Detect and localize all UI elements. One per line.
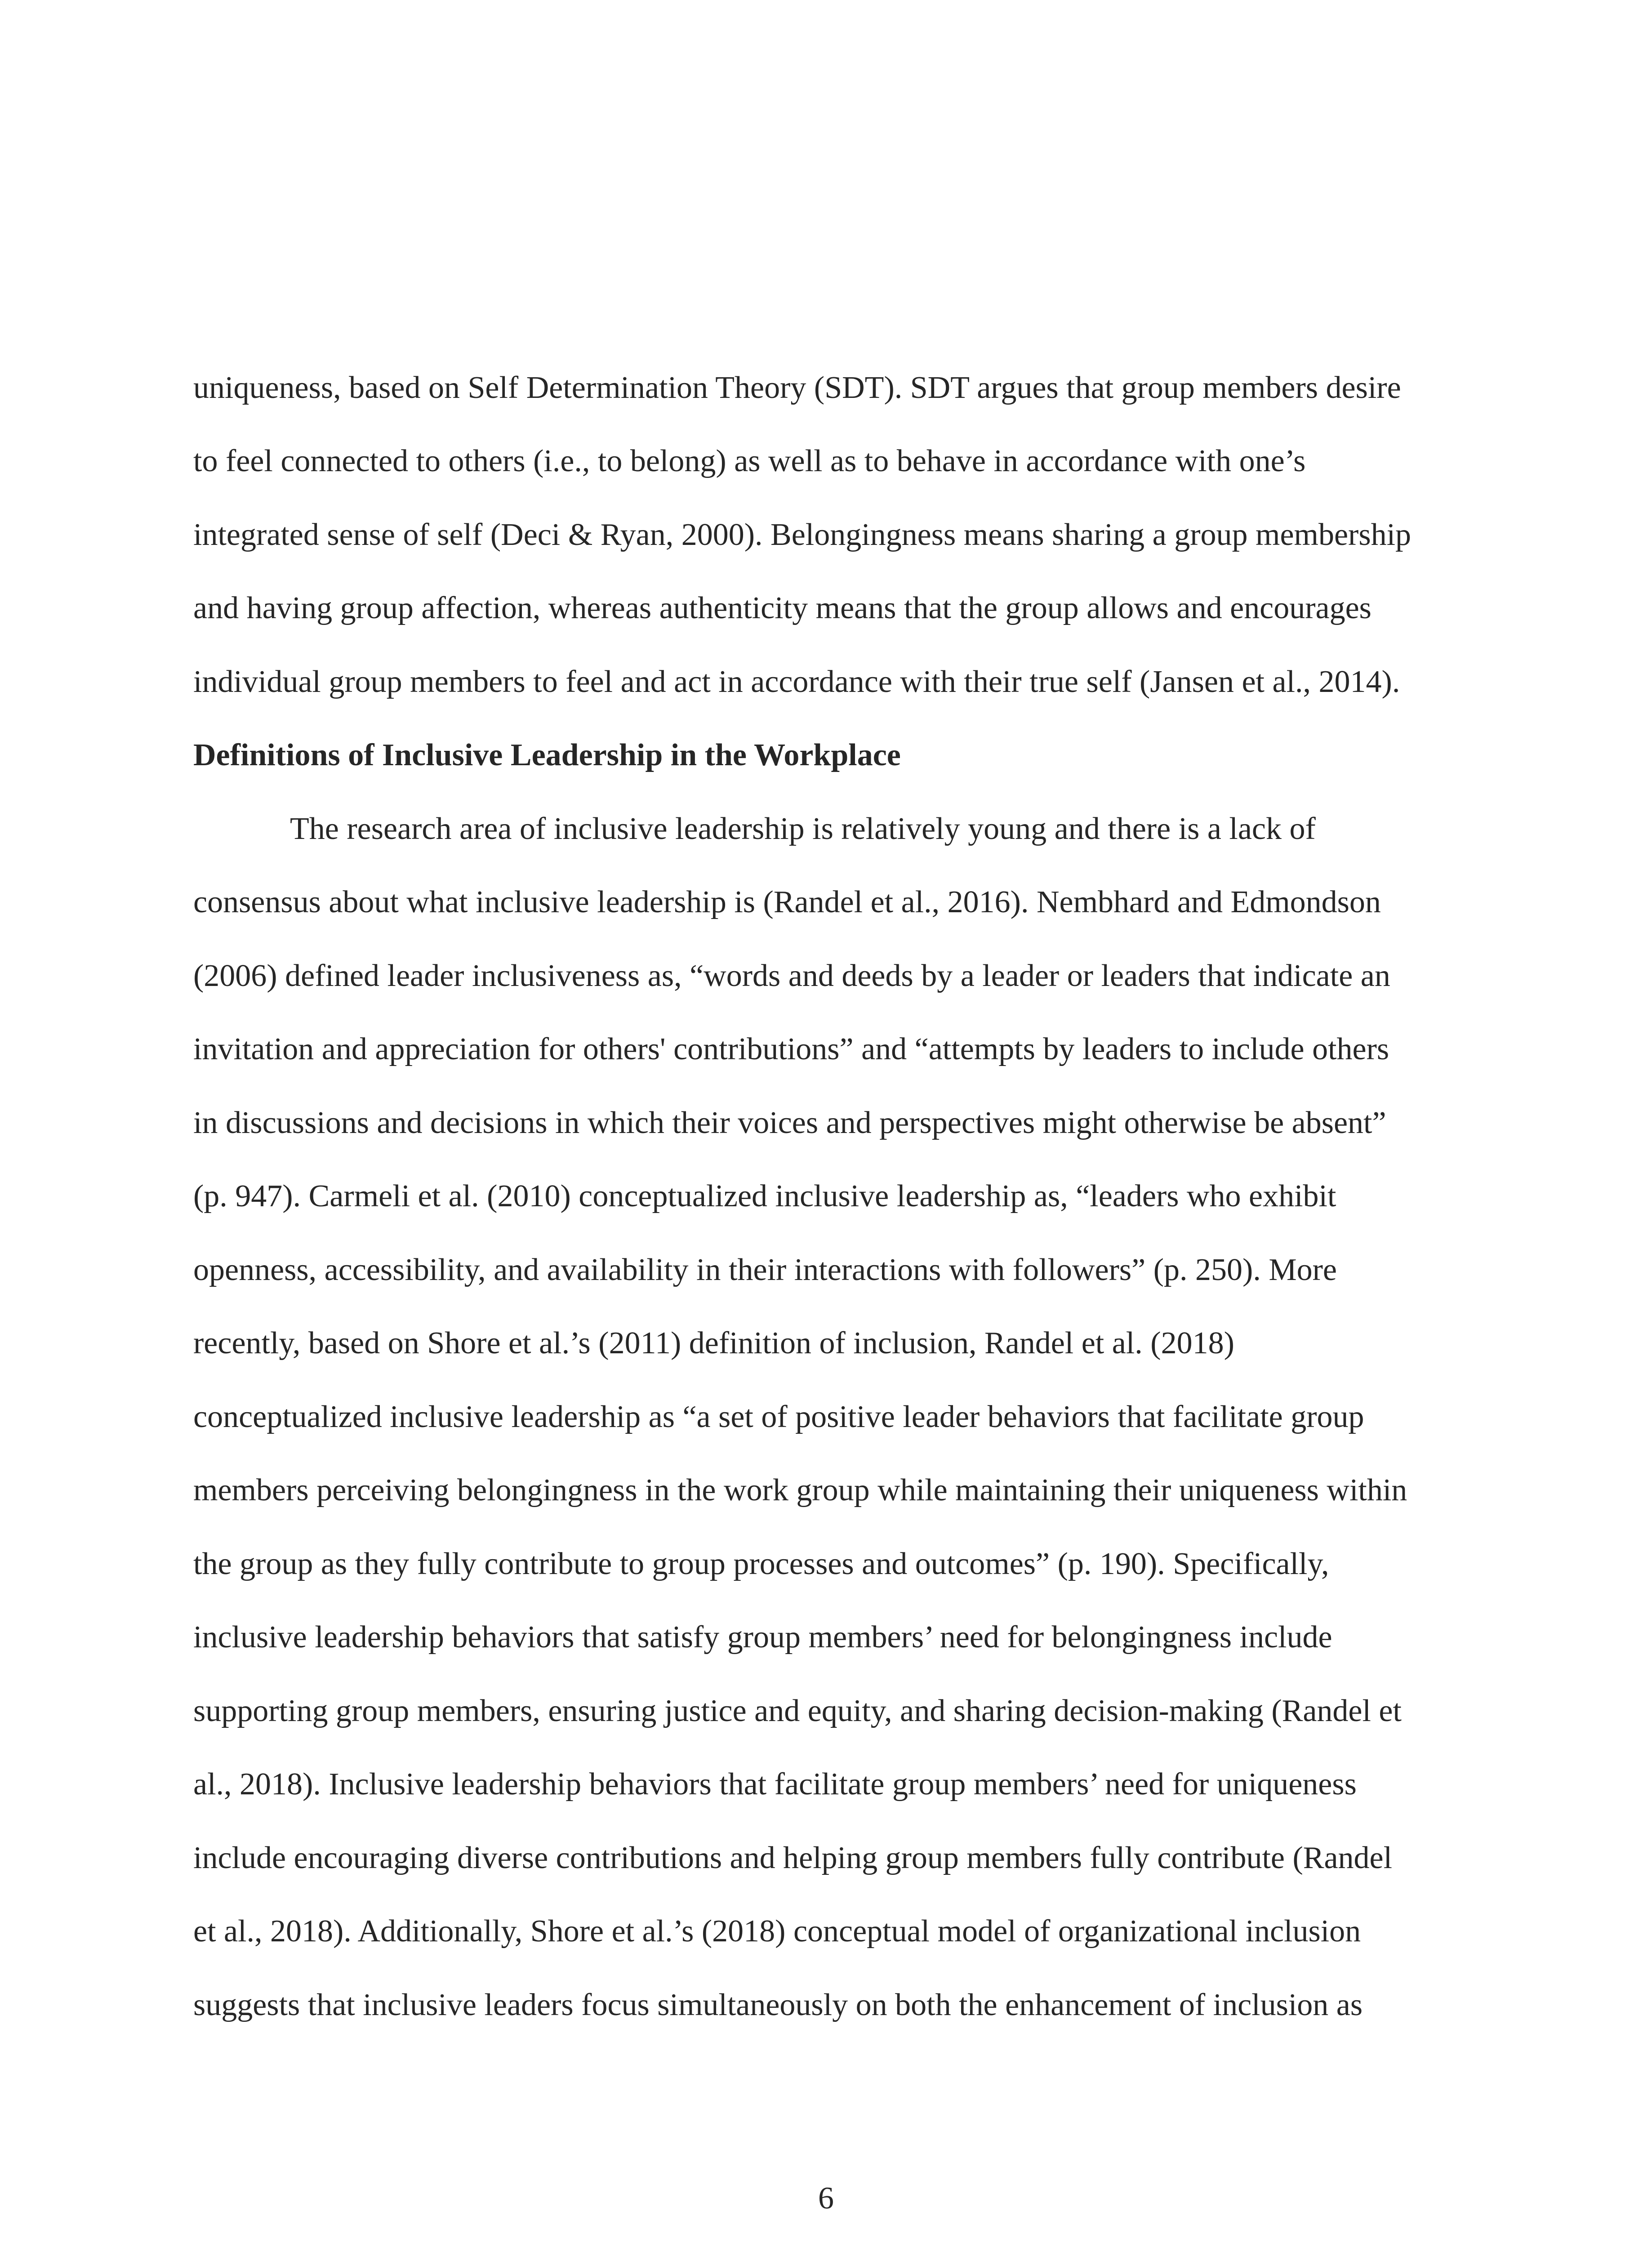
text-line: inclusive leadership behaviors that satisfy group members’ need for belongingness include [193,1620,1332,1655]
text-line: and having group affection, whereas authenticity means that the group allows and encourages [193,591,1371,625]
text-line: in discussions and decisions in which their voices and perspectives might otherwise be absent” [193,1106,1386,1140]
page-number: 6 [818,2181,834,2216]
text-line: consensus about what inclusive leadership is (Randel et al., 2016). Nembhard and Edmondson [193,885,1381,919]
text-line: (2006) defined leader inclusiveness as, “words and deeds by a leader or leaders that indicate an [193,959,1390,993]
text-line: include encouraging diverse contributions and helping group members fully contribute (Randel [193,1841,1393,1875]
text-line: et al., 2018). Additionally, Shore et al.’s (2018) conceptual model of organizational inclusion [193,1914,1361,1949]
text-line: members perceiving belongingness in the work group while maintaining their uniqueness within [193,1473,1407,1508]
text-line: recently, based on Shore et al.’s (2011) definition of inclusion, Randel et al. (2018) [193,1326,1234,1360]
text-line: the group as they fully contribute to group processes and outcomes” (p. 190). Specifically, [193,1547,1329,1581]
text-line: al., 2018). Inclusive leadership behaviors that facilitate group members’ need for uniqueness [193,1767,1357,1802]
text-line: (p. 947). Carmeli et al. (2010) conceptualized inclusive leadership as, “leaders who exhibit [193,1179,1336,1213]
text-line: conceptualized inclusive leadership as “a set of positive leader behaviors that facilitate group [193,1400,1364,1434]
text-line: suggests that inclusive leaders focus simultaneously on both the enhancement of inclusion as [193,1988,1363,2022]
text-line: invitation and appreciation for others' contributions” and “attempts by leaders to include others [193,1032,1389,1066]
text-line: integrated sense of self (Deci & Ryan, 2000). Belongingness means sharing a group membership [193,517,1412,552]
text-line: openness, accessibility, and availability in their interactions with followers” (p. 250). More [193,1253,1337,1287]
text-line: The research area of inclusive leadership is relatively young and there is a lack of [290,812,1316,846]
section-heading: Definitions of Inclusive Leadership in the Workplace [193,738,901,772]
text-line: to feel connected to others (i.e., to belong) as well as to behave in accordance with one’s [193,444,1306,478]
text-line: supporting group members, ensuring justice and equity, and sharing decision-making (Randel et [193,1694,1402,1728]
text-line: uniqueness, based on Self Determination Theory (SDT). SDT argues that group members desire [193,370,1401,405]
text-line: individual group members to feel and act in accordance with their true self (Jansen et al., 2014). [193,665,1400,699]
